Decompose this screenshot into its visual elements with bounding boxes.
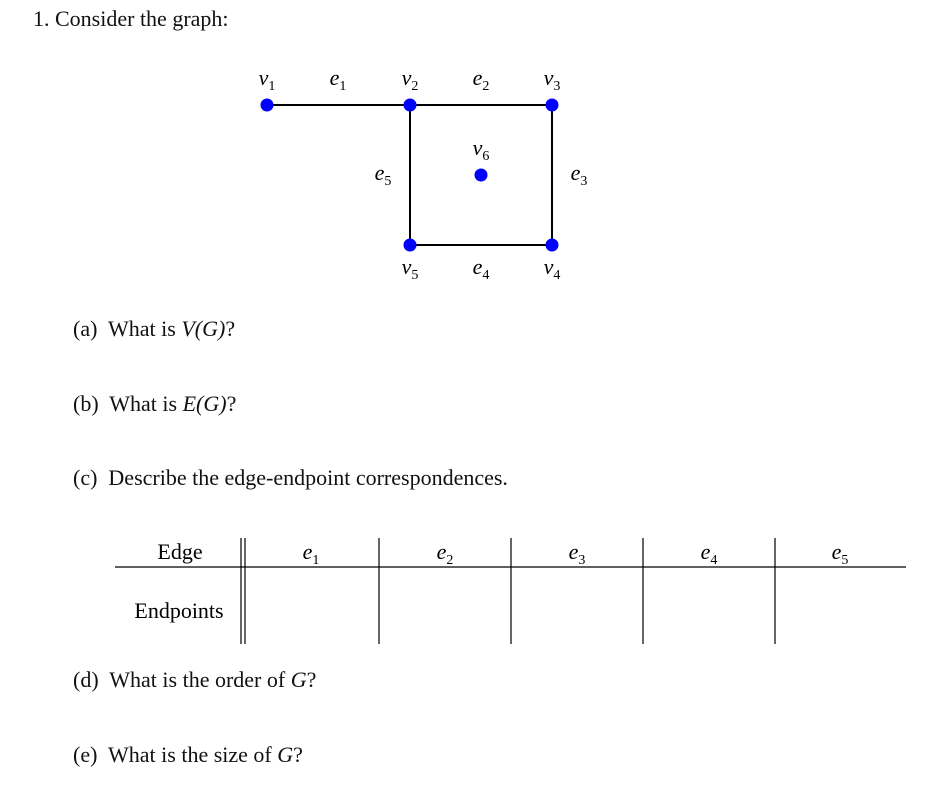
question-d-label: (d) — [73, 667, 99, 692]
edge-label-e2: $e_2$ — [472, 65, 490, 94]
question-e-end: ? — [293, 742, 303, 767]
vertex-label-v6: $v_6$ — [472, 135, 490, 164]
edge-endpoint-table — [0, 530, 930, 655]
vertex-label-v5: $v_5$ — [401, 254, 419, 283]
question-c — [73, 465, 508, 491]
question-b-text: What is — [109, 391, 183, 416]
vertex-v1 — [261, 99, 274, 112]
vertex-label-v1: $v_1$ — [258, 65, 276, 94]
question-e-text: What is the size of — [108, 742, 278, 767]
question-b-math: E(G) — [182, 391, 227, 416]
question-e-math: G — [277, 742, 294, 767]
table-col-header-e5: $e_5$ — [831, 539, 849, 568]
question-a-end: ? — [225, 316, 236, 341]
table-col-header-e2: $e_2$ — [436, 539, 454, 568]
edge-label-e1: $e_1$ — [329, 65, 347, 94]
question-d — [73, 667, 316, 693]
graph-figure — [0, 0, 930, 300]
question-b-end: ? — [226, 391, 237, 416]
edge-label-e4: $e_4$ — [472, 254, 490, 283]
vertex-label-v4: $v_4$ — [543, 254, 561, 283]
vertex-v6 — [475, 169, 488, 182]
graph-labels — [259, 65, 588, 283]
question-b — [73, 391, 236, 417]
problem-number: 1. — [33, 6, 50, 31]
vertex-v4 — [546, 239, 559, 252]
table-col-header-e3: $e_3$ — [568, 539, 586, 568]
question-c-label: (c) — [73, 465, 98, 490]
edge-label-e3: $e_3$ — [570, 160, 588, 189]
question-a-text: What is — [108, 316, 182, 341]
vertex-label-v2: $v_2$ — [401, 65, 419, 94]
vertex-v5 — [404, 239, 417, 252]
question-d-math: G — [290, 667, 307, 692]
table-row-header-edge: Edge — [157, 539, 203, 564]
table-col-header-e4: $e_4$ — [700, 539, 718, 568]
table-row-header-endpoints: Endpoints — [134, 598, 224, 623]
question-c-text: Describe the edge-endpoint correspondences. — [108, 465, 508, 490]
table-col-header-e1: $e_1$ — [302, 539, 320, 568]
question-d-text: What is the order of — [109, 667, 291, 692]
vertex-v2 — [404, 99, 417, 112]
question-a-math: V(G) — [181, 316, 226, 341]
question-d-end: ? — [306, 667, 317, 692]
table-lines — [115, 538, 906, 644]
question-b-label: (b) — [73, 391, 99, 416]
problem-prompt: Consider the graph: — [55, 6, 229, 31]
question-a — [73, 316, 235, 342]
question-e — [73, 742, 303, 768]
graph-edges — [267, 105, 552, 245]
vertex-v3 — [546, 99, 559, 112]
question-e-label: (e) — [73, 742, 98, 767]
question-a-label: (a) — [73, 316, 98, 341]
edge-label-e5: $e_5$ — [374, 160, 392, 189]
vertex-label-v3: $v_3$ — [543, 65, 561, 94]
